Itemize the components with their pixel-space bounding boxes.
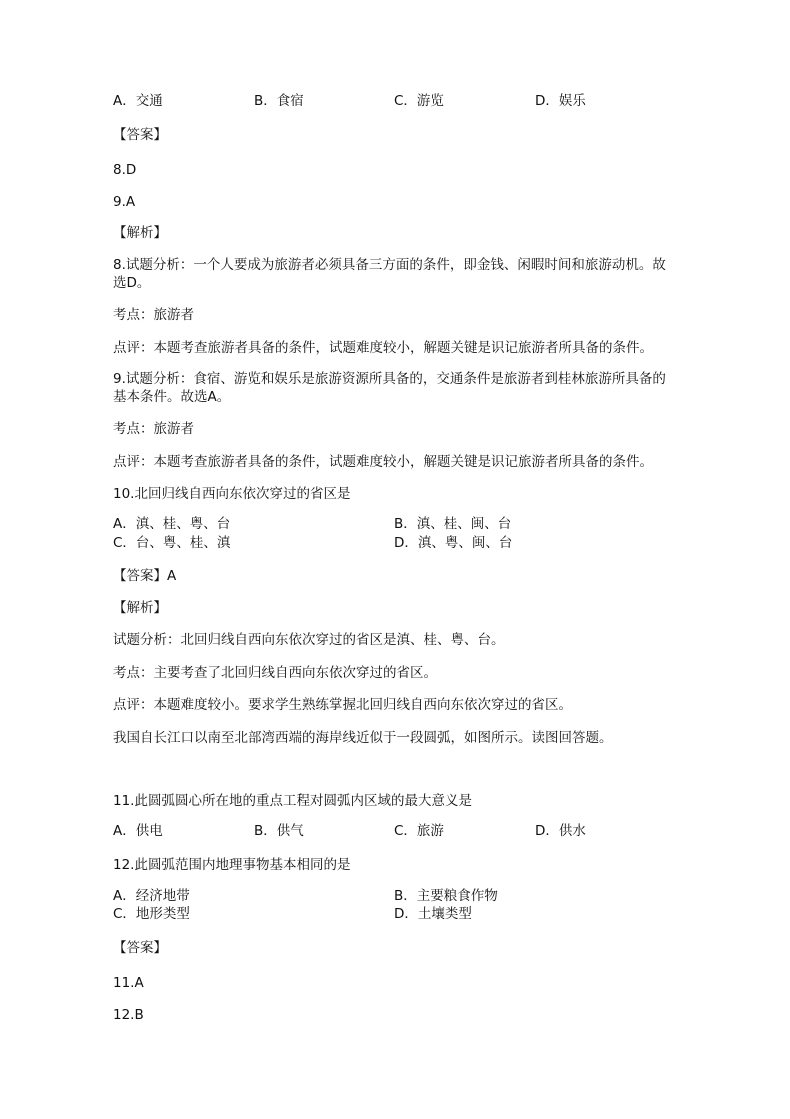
question-10: 10.北回归线自西向东依次穿过的省区是 (113, 486, 351, 502)
q8-option-c: C．游览 (394, 93, 444, 109)
dianping-8: 点评：本题考查旅游者具备的条件，试题难度较小，解题关键是识记旅游者所具备的条件。 (113, 340, 653, 356)
q12-option-b: B．主要粮食作物 (394, 888, 498, 904)
analysis-8: 8.试题分析：一个人要成为旅游者必须具备三方面的条件，即金钱、闲暇时间和旅游动机。故选D。 (113, 257, 666, 291)
q8-option-d: D．娱乐 (535, 93, 586, 109)
kaodian-10: 考点：主要考查了北回归线自西向东依次穿过的省区。 (113, 665, 437, 681)
dianping-9: 点评：本题考查旅游者具备的条件，试题难度较小，解题关键是识记旅游者所具备的条件。 (113, 454, 653, 470)
kaodian-9: 考点：旅游者 (113, 421, 194, 437)
q8-option-b: B．食宿 (254, 93, 304, 109)
q12-option-d: D．土壤类型 (394, 906, 472, 922)
q10-option-b: B．滇、桂、闽、台 (394, 516, 512, 532)
answer-heading: 【答案】 (113, 127, 167, 143)
answer-10: 【答案】A (113, 568, 177, 584)
question-12: 12.此圆弧范围内地理事物基本相同的是 (113, 857, 351, 873)
q10-option-c: C．台、粤、桂、滇 (113, 535, 231, 551)
dianping-10: 点评：本题难度较小。要求学生熟练掌握北回归线自西向东依次穿过的省区。 (113, 697, 572, 713)
q10-option-a: A．滇、桂、粤、台 (113, 516, 231, 532)
answer-9: 9.A (113, 194, 136, 210)
q11-option-a: A．供电 (113, 823, 163, 839)
q12-option-a: A．经济地带 (113, 888, 190, 904)
intro-11-12: 我国自长江口以南至北部湾西端的海岸线近似于一段圆弧，如图所示。读图回答题。 (113, 730, 613, 746)
question-11: 11.此圆弧圆心所在地的重点工程对圆弧内区域的最大意义是 (113, 793, 472, 809)
q8-option-a: A．交通 (113, 93, 163, 109)
answer-heading: 【答案】 (113, 940, 167, 956)
q10-option-d: D．滇、粤、闽、台 (394, 535, 513, 551)
kaodian-8: 考点：旅游者 (113, 307, 194, 323)
answer-8: 8.D (113, 162, 137, 178)
analysis-heading: 【解析】 (113, 600, 167, 616)
q11-option-c: C．旅游 (394, 823, 444, 839)
answer-12: 12.B (113, 1007, 144, 1023)
analysis-heading: 【解析】 (113, 225, 167, 241)
q11-option-d: D．供水 (535, 823, 586, 839)
q12-option-c: C．地形类型 (113, 906, 190, 922)
answer-11: 11.A (113, 975, 144, 991)
analysis-10: 试题分析：北回归线自西向东依次穿过的省区是滇、桂、粤、台。 (113, 632, 505, 648)
analysis-9: 9.试题分析：食宿、游览和娱乐是旅游资源所具备的，交通条件是旅游者到桂林旅游所具备的基本条件。故选A。 (113, 371, 666, 405)
q11-option-b: B．供气 (254, 823, 304, 839)
